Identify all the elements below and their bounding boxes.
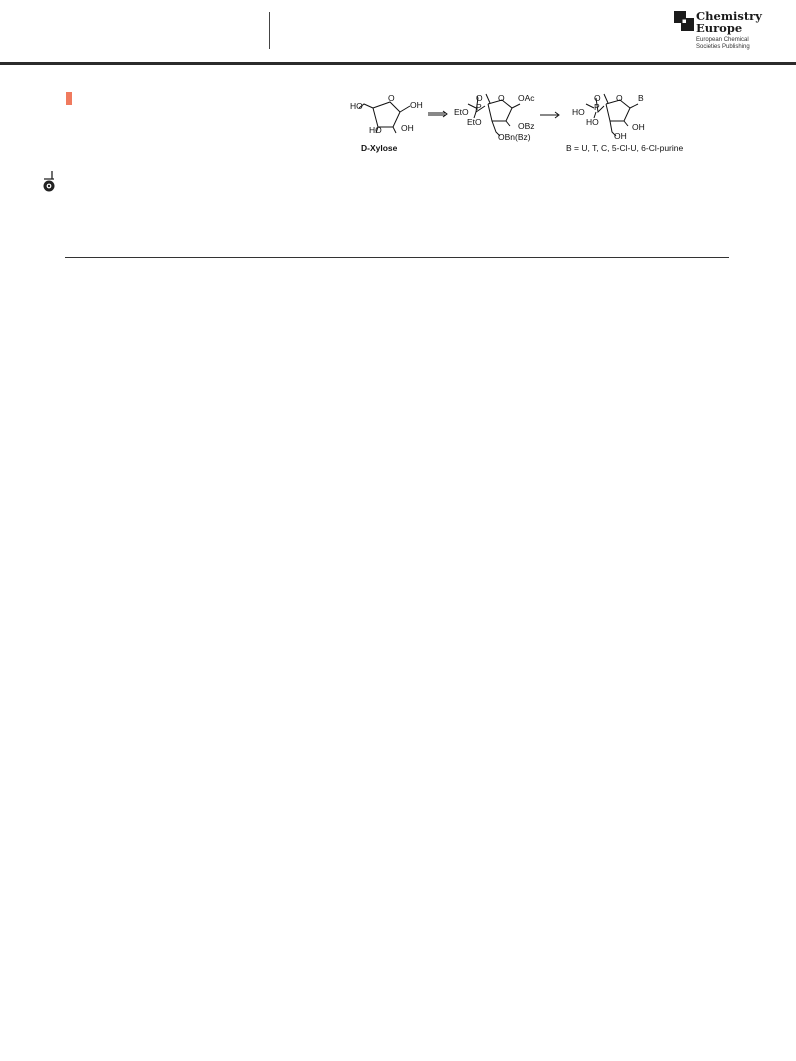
publisher-logo[interactable] <box>672 10 772 56</box>
atom-label: HO <box>350 101 363 111</box>
atom-label: O <box>498 93 505 103</box>
scheme-start-label: D-Xylose <box>361 143 398 153</box>
atom-label: O <box>476 93 483 103</box>
atom-label: O <box>388 93 395 103</box>
atom-label: OBn(Bz) <box>498 132 531 142</box>
publisher-name <box>696 10 762 34</box>
section-accent-marker <box>66 92 72 105</box>
publisher-tagline <box>696 37 750 51</box>
atom-label: OH <box>614 131 627 141</box>
atom-label: P <box>594 102 600 112</box>
atom-label: HO <box>586 117 599 127</box>
atom-label: OH <box>401 123 414 133</box>
chemistry-europe-logo-icon <box>674 11 694 31</box>
atom-label: EtO <box>454 107 469 117</box>
header-rule <box>0 62 796 65</box>
publisher-tagline-line1: European Chemical <box>696 37 749 43</box>
publisher-tagline-line2: Societies Publishing <box>696 44 750 51</box>
atom-label: EtO <box>467 117 482 127</box>
atom-label: P <box>476 102 482 112</box>
atom-label: O <box>616 93 623 103</box>
atom-label: B <box>638 93 644 103</box>
atom-label: HO <box>369 125 382 135</box>
publisher-name-line2: Europe <box>696 21 743 35</box>
publisher-name-line1: Chemistry <box>696 9 762 23</box>
atom-label: O <box>594 93 601 103</box>
open-access-icon <box>41 170 57 194</box>
atom-label: OH <box>410 100 423 110</box>
graphical-abstract-scheme <box>340 86 684 166</box>
atom-label: OAc <box>518 93 535 103</box>
header-divider <box>269 12 270 49</box>
section-divider <box>65 257 729 258</box>
atom-label: OBz <box>518 121 535 131</box>
atom-label: OH <box>632 122 645 132</box>
atom-label: HO <box>572 107 585 117</box>
scheme-base-definition: B = U, T, C, 5-Cl-U, 6-Cl-purine <box>566 143 684 153</box>
